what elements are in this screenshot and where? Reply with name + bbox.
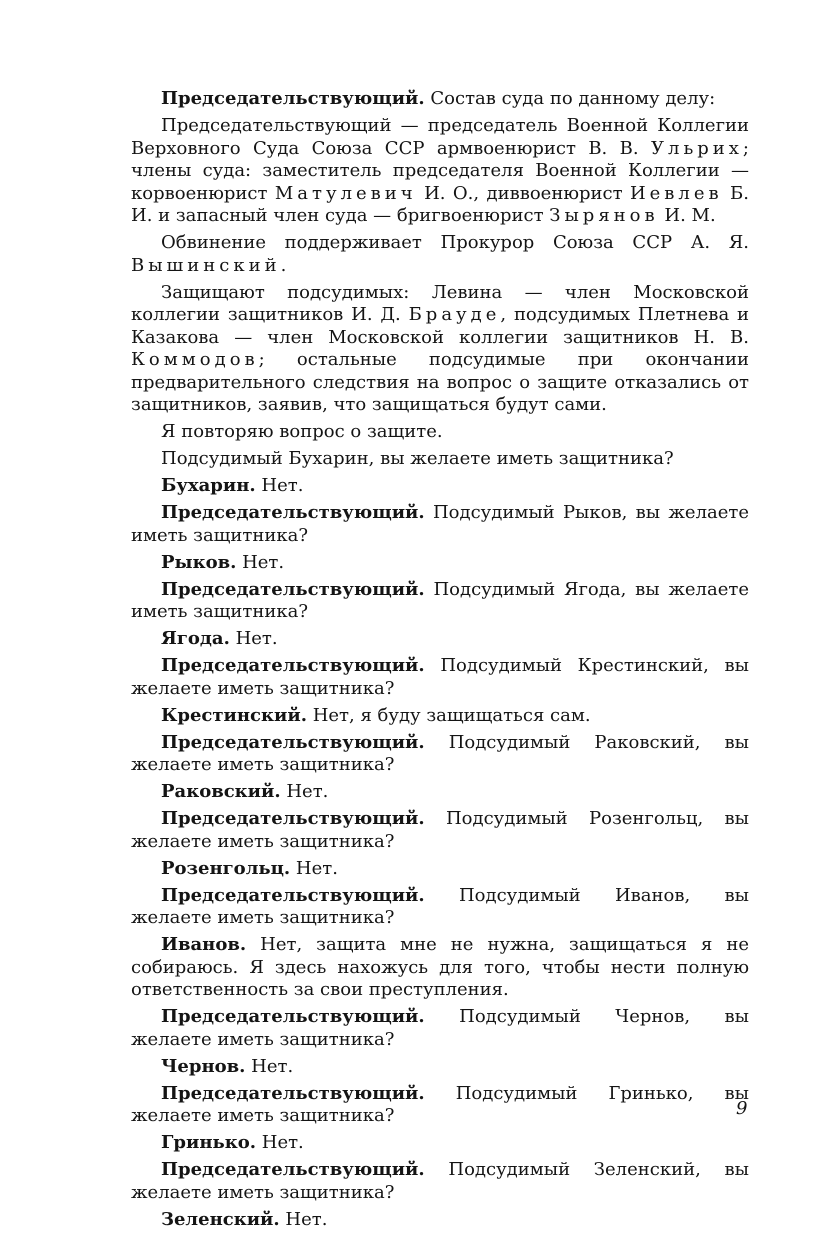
paragraph-text: Подсудимый Рыков, вы желаете иметь защитника?: [131, 502, 749, 546]
paragraph-text: Нет.: [256, 1132, 304, 1153]
paragraph-text: Нет, защита мне не нужна, защищаться я не собираюсь. Я здесь нахожусь для того, чтобы нести полную ответственность за свои преступления.: [131, 934, 749, 1000]
paragraph-text: Подсудимый Чернов, вы желаете иметь защитника?: [131, 1006, 749, 1050]
transcript-paragraph: [131, 732, 749, 777]
transcript-paragraph: [131, 475, 749, 498]
paragraph-text: Б. И. и запасный член суда — бригвоенюрист: [131, 182, 750, 226]
paragraph-text: Нет.: [290, 857, 338, 879]
paragraph-text: Подсудимый Ягода, вы желаете иметь защитника?: [131, 578, 749, 622]
paragraph-text: Состав суда по данному делу:: [424, 88, 716, 109]
paragraph-text: .: [280, 254, 287, 276]
person-surname: Матулевич: [274, 182, 417, 204]
paragraph-text: Подсудимый Раковский, вы желаете иметь защитника?: [131, 731, 749, 775]
speaker-name: Розенгольц.: [161, 857, 291, 879]
narrative-paragraph: [131, 282, 749, 417]
paragraph-text: Нет.: [280, 781, 329, 802]
paragraph-text: Нет.: [279, 1208, 328, 1230]
person-surname: Иевлев: [629, 182, 723, 204]
transcript-paragraph: [131, 934, 749, 1002]
paragraph-text: Председательствующий — председатель Военной Коллегии Верховного Суда Союза ССР армвоенюрист В. В.: [131, 115, 749, 159]
paragraph-text: Я повторяю вопрос о защите.: [161, 421, 443, 442]
transcript-paragraph: [131, 1132, 749, 1155]
paragraph-text: Нет.: [255, 475, 304, 496]
paragraph-text: Подсудимый Зеленский, вы желаете иметь защитника?: [131, 1159, 749, 1203]
transcript-paragraph: [131, 1056, 749, 1079]
narrative-paragraph: [131, 421, 749, 444]
transcript-paragraph: [131, 552, 749, 575]
speaker-name: Гринько.: [161, 1132, 257, 1153]
speaker-name: Председательствующий.: [161, 731, 425, 753]
paragraph-text: Подсудимый Гринько, вы желаете иметь защитника?: [131, 1082, 749, 1126]
transcript-paragraph: [131, 808, 749, 853]
transcript-paragraph: [131, 1083, 749, 1128]
narrative-paragraph: [131, 115, 749, 228]
transcript-paragraph: [131, 88, 749, 111]
paragraph-text: Нет, я буду защищаться сам.: [306, 704, 591, 726]
speaker-name: Чернов.: [161, 1055, 246, 1077]
person-surname: Зырянов: [549, 205, 659, 226]
speaker-name: Председательствующий.: [161, 88, 425, 109]
speaker-name: Председательствующий.: [161, 1006, 425, 1027]
speaker-name: Ягода.: [161, 628, 230, 649]
paragraph-text: Нет.: [245, 1055, 294, 1077]
body-text: [131, 88, 749, 1236]
transcript-paragraph: [131, 858, 749, 881]
speaker-name: Председательствующий.: [161, 808, 425, 829]
narrative-paragraph: [131, 232, 749, 277]
paragraph-text: Подсудимый Иванов, вы желаете иметь защитника?: [131, 884, 749, 928]
transcript-paragraph: [131, 781, 749, 804]
transcript-paragraph: [131, 1209, 749, 1232]
transcript-paragraph: [131, 1006, 749, 1051]
transcript-paragraph: [131, 885, 749, 930]
paragraph-text: Подсудимый Крестинский, вы желаете иметь защитника?: [131, 655, 749, 699]
paragraph-text: Защищают подсудимых: Левина — член Московской коллегии защитников И. Д.: [131, 281, 749, 325]
paragraph-text: Подсудимый Розенгольц, вы желаете иметь защитника?: [131, 808, 749, 852]
transcript-paragraph: [131, 655, 749, 700]
speaker-name: Рыков.: [161, 551, 237, 573]
transcript-paragraph: [131, 579, 749, 624]
person-surname: Коммодов: [131, 349, 259, 370]
person-surname: Вышинский: [131, 254, 281, 276]
paragraph-text: Подсудимый Бухарин, вы желаете иметь защитника?: [161, 448, 674, 469]
transcript-paragraph: [131, 502, 749, 547]
transcript-paragraph: [131, 1159, 749, 1204]
paragraph-text: ; члены суда: заместитель председателя Военной Коллегии — корвоенюрист: [131, 137, 749, 204]
paragraph-text: И. О., диввоенюрист: [416, 182, 630, 204]
speaker-name: Председательствующий.: [161, 655, 425, 676]
paragraph-text: Нет.: [229, 628, 278, 649]
speaker-name: Зеленский.: [161, 1208, 280, 1230]
paragraph-text: Нет.: [236, 551, 285, 573]
speaker-name: Председательствующий.: [161, 578, 425, 600]
speaker-name: Председательствующий.: [161, 1082, 425, 1104]
speaker-name: Бухарин.: [161, 475, 256, 496]
page-number: 9: [736, 1098, 748, 1119]
speaker-name: Крестинский.: [161, 704, 307, 726]
narrative-paragraph: [131, 448, 749, 471]
speaker-name: Председательствующий.: [161, 502, 425, 523]
paragraph-text: И. М.: [658, 205, 716, 226]
speaker-name: Иванов.: [161, 934, 247, 955]
person-surname: Ульрих: [651, 137, 743, 159]
paragraph-text: , подсудимых Плетнева и Казакова — член Московской коллегии защитников Н. В.: [131, 304, 749, 348]
speaker-name: Председательствующий.: [161, 1159, 425, 1180]
paragraph-text: ; остальные подсудимые при окончании предварительного следствия на вопрос о защите отказались от защитников, заявив, что защищаться будут сами.: [131, 349, 749, 415]
paragraph-text: Обвинение поддерживает Прокурор Союза ССР А. Я.: [161, 232, 749, 253]
speaker-name: Председательствующий.: [161, 884, 425, 906]
transcript-paragraph: [131, 628, 749, 651]
speaker-name: Раковский.: [161, 781, 281, 802]
person-surname: Брауде: [408, 304, 501, 325]
transcript-paragraph: [131, 705, 749, 728]
